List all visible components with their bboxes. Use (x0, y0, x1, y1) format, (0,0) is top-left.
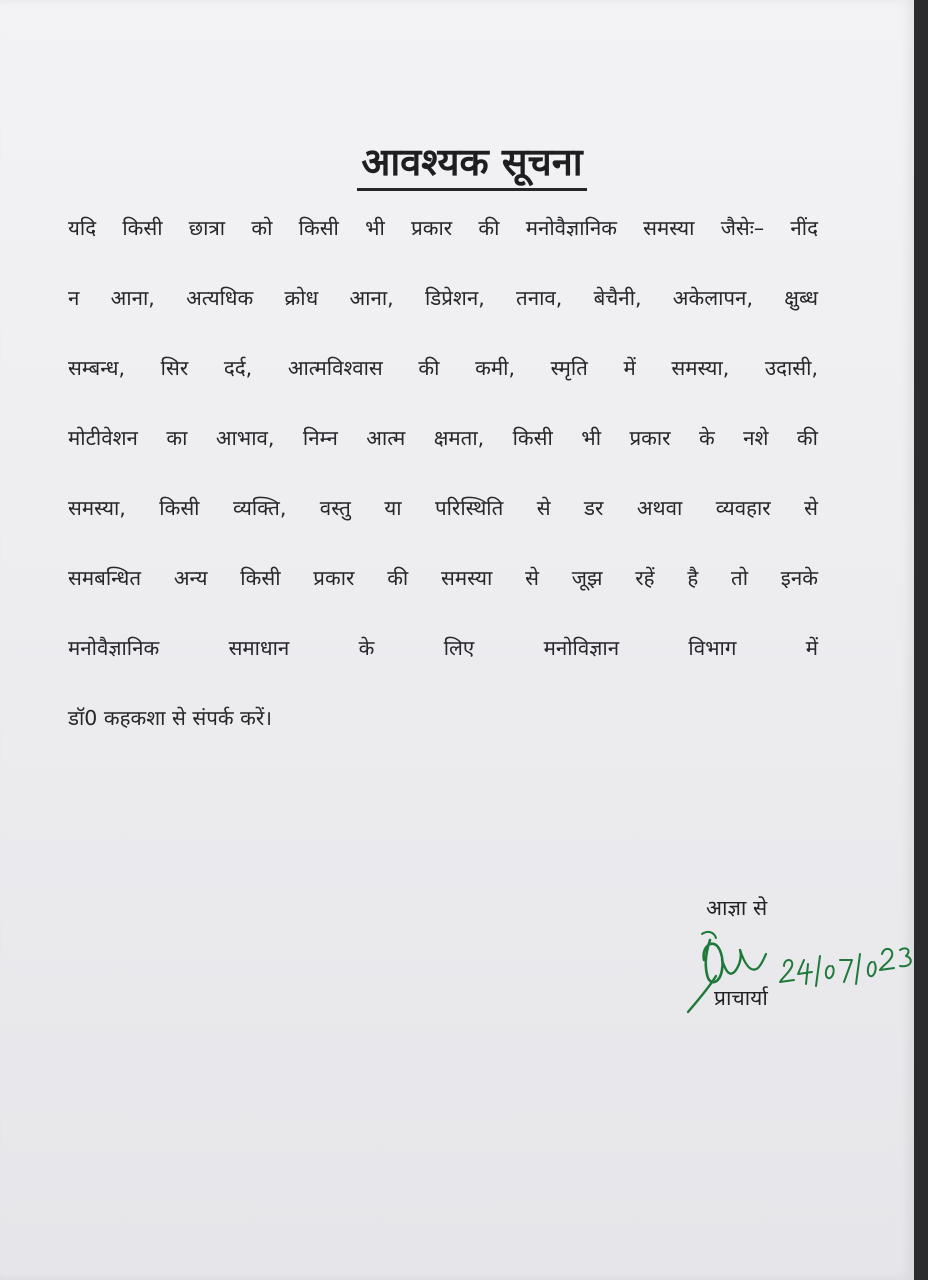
designation-text: प्राचार्या (714, 986, 768, 1010)
notice-title (0, 138, 914, 191)
body-line-last: डॉ0 कहकशा से संपर्क करें। (68, 706, 273, 730)
notice-title-text: आवश्यक सूचना (357, 138, 586, 191)
notice-body (68, 208, 818, 768)
by-order-text: आज्ञा से (706, 896, 768, 920)
body-line: न आना, अत्यधिक क्रोध आना, डिप्रेशन, तनाव, बेचैनी, अकेलापन, क्षुब्ध (68, 286, 818, 310)
body-line: सम्बन्ध, सिर दर्द, आत्मविश्वास की कमी, स्मृति में समस्या, उदासी, (68, 356, 818, 380)
body-line: मोटीवेशन का आभाव, निम्न आत्म क्षमता, किसी भी प्रकार के नशे की (68, 426, 818, 450)
body-line: समस्या, किसी व्यक्ति, वस्तु या परिस्थिति से डर अथवा व्यवहार से (68, 496, 818, 520)
body-line: यदि किसी छात्रा को किसी भी प्रकार की मनोवैज्ञानिक समस्या जैसेः– नींद (68, 216, 818, 240)
body-line: समबन्धित अन्य किसी प्रकार की समस्या से जूझ रहें है तो इनके (68, 566, 818, 590)
body-line: मनोवैज्ञानिक समाधान के लिए मनोविज्ञान विभाग में (68, 636, 818, 660)
